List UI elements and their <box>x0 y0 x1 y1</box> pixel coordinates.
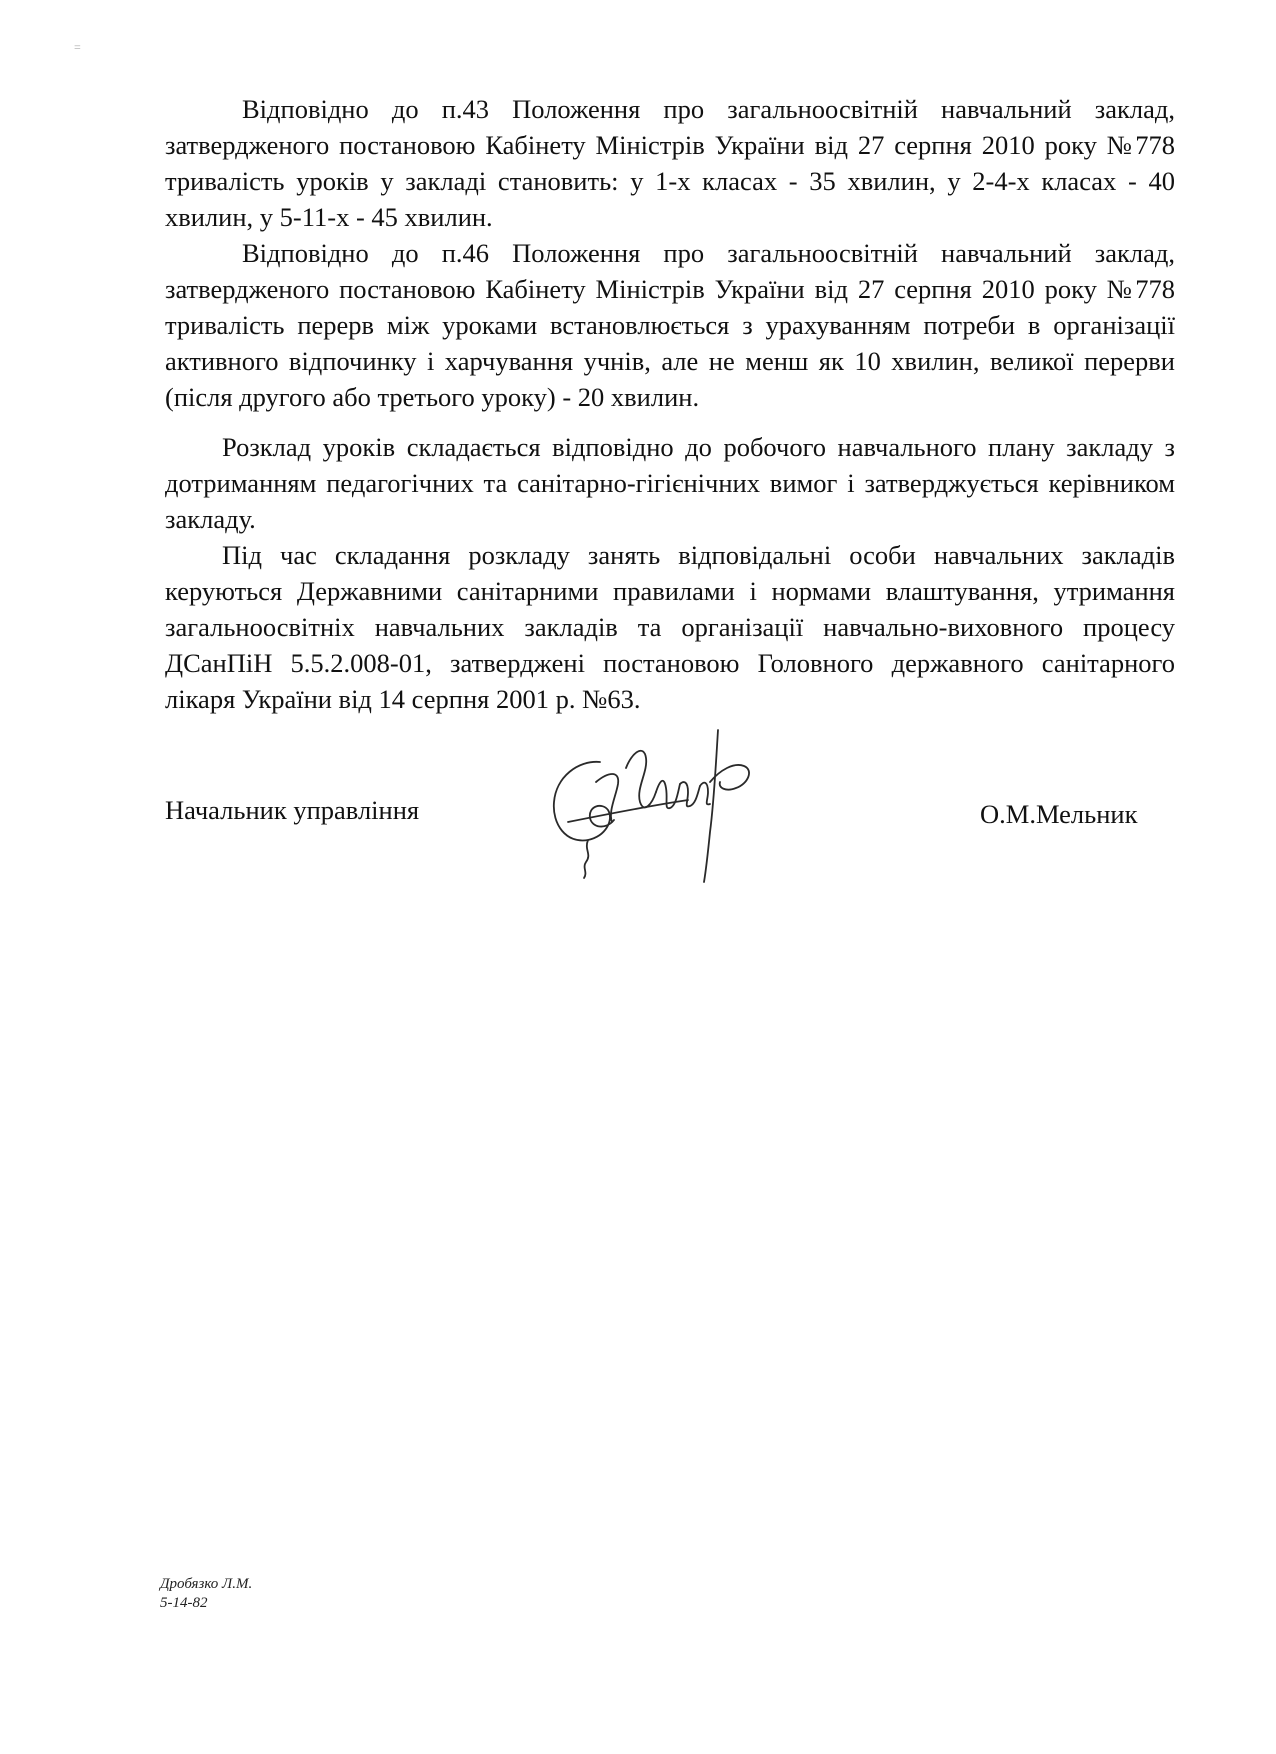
signatory-title: Начальник управління <box>165 795 420 825</box>
executor-info <box>160 1575 252 1613</box>
executor-phone: 5-14-82 <box>160 1595 208 1611</box>
signatory-name: О.М.Мельник <box>980 799 1138 829</box>
paragraph-lesson-duration: Відповідно до п.43 Положення про загальноосвітній навчальний заклад, затвердженого постановою Кабінету Міністрів України від 27 серпня 2010 року №778 тривалість уроків у закладі становить: у 1-х класах - 35 хвилин, у 2-4-х класах - 40 хвилин, у 5-11-х - 45 хвилин. <box>165 94 1175 232</box>
margin-mark: = <box>74 40 81 54</box>
executor-name: Дробязко Л.М. <box>160 1576 253 1592</box>
paragraph-sanitary-rules: Під час складання розкладу занять відповідальні особи навчальних закладів керуються Державними санітарними правилами і нормами влаштування, утримання загальноосвітніх навчальних закладів та організації навчально-виховного процесу ДСанПіН 5.5.2.008-01, затверджені постановою Головного державного санітарного лікаря України від 14 серпня 2001 р. №63. <box>165 540 1175 714</box>
handwritten-signature <box>548 722 778 897</box>
paragraph-group-bottom <box>165 429 1175 717</box>
paragraph-break-duration: Відповідно до п.46 Положення про загальноосвітній навчальний заклад, затвердженого постановою Кабінету Міністрів України від 27 серпня 2010 року №778 тривалість перерв між уроками встановлюється з урахуванням потреби в організації активного відпочинку і харчування учнів, але не менш як 10 хвилин, великої перерви (після другого або третього уроку) - 20 хвилин. <box>165 238 1175 412</box>
paragraph-schedule-approval: Розклад уроків складається відповідно до робочого навчального плану закладу з дотриманням педагогічних та санітарно-гігієнічних вимог і затверджується керівником закладу. <box>165 432 1175 534</box>
paragraph-group-top <box>165 91 1175 415</box>
